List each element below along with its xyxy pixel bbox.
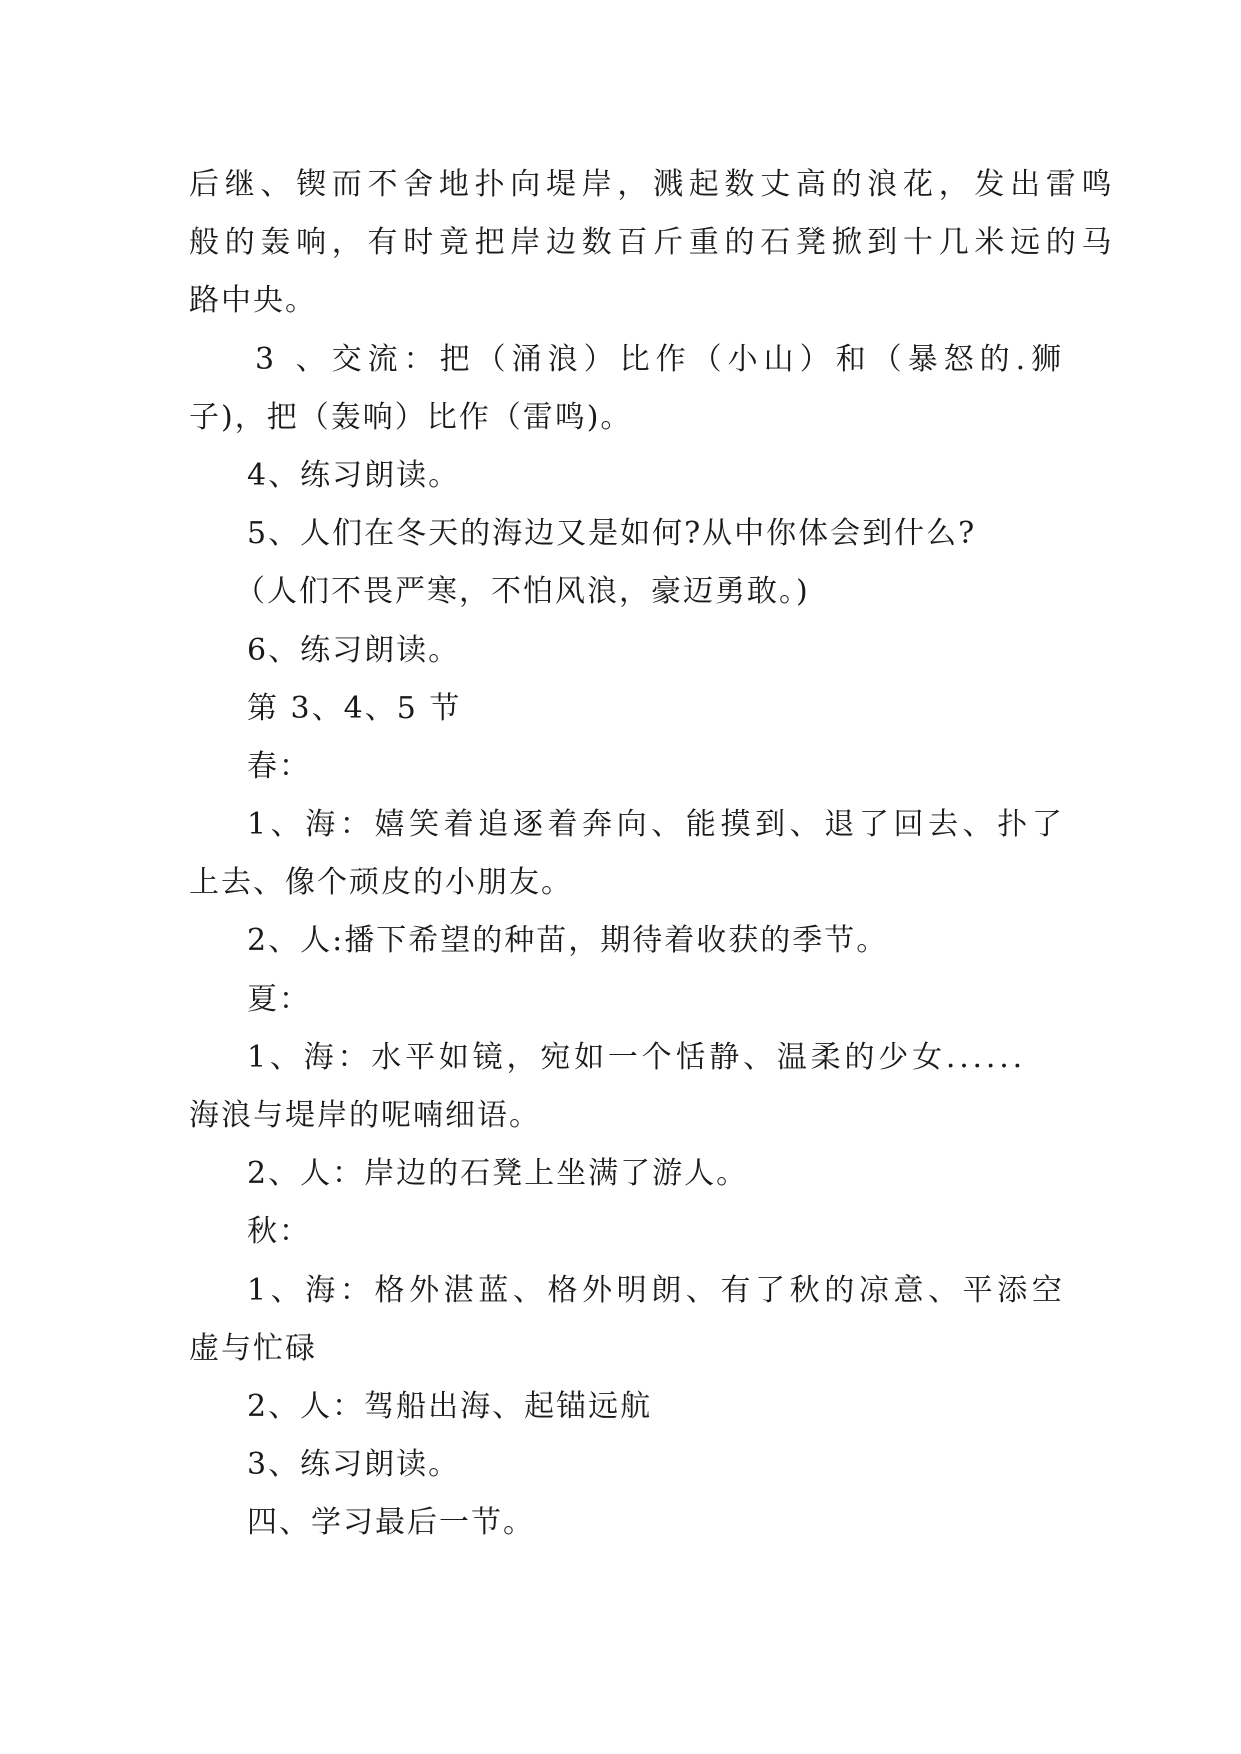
paragraph-line: （人们不畏严寒，不怕风浪，豪迈勇敢。) xyxy=(235,574,810,610)
paragraph-line: 6、练习朗读。 xyxy=(247,632,461,668)
paragraph-line: 1、海：水平如镜，宛如一个恬静、温柔的少女...... xyxy=(247,1039,1026,1075)
season-label: 夏： xyxy=(247,981,311,1017)
paragraph-line: 4、练习朗读。 xyxy=(247,457,461,493)
document-body xyxy=(189,156,1118,1553)
paragraph-line: 般的轰响，有时竟把岸边数百斤重的石凳掀到十几米远的马 xyxy=(189,225,1118,261)
paragraph-line: 后继、锲而不舍地扑向堤岸，溅起数丈高的浪花，发出雷鸣 xyxy=(189,167,1118,202)
paragraph-line: 路中央。 xyxy=(189,283,317,319)
paragraph-line: 子)，把（轰响）比作（雷鸣)。 xyxy=(189,399,633,435)
paragraph-line: 5、人们在冬天的海边又是如何?从中你体会到什么? xyxy=(247,516,977,552)
paragraph-line: 上去、像个顽皮的小朋友。 xyxy=(189,865,573,901)
season-label: 春： xyxy=(247,748,311,784)
paragraph-line: 海浪与堤岸的呢喃细语。 xyxy=(189,1098,541,1133)
paragraph-line: 2、人：驾船出海、起锚远航 xyxy=(247,1388,653,1424)
paragraph-line: 虚与忙碌 xyxy=(189,1330,317,1366)
paragraph-line: 1、海：嬉笑着追逐着奔向、能摸到、退了回去、扑了 xyxy=(247,807,1067,843)
paragraph-line: 3、练习朗读。 xyxy=(247,1447,461,1483)
section-heading: 第 3、4、5 节 xyxy=(247,690,462,726)
paragraph-line: 3 、交流：把（涌浪）比作（小山）和（暴怒的.狮 xyxy=(255,341,1068,377)
paragraph-line: 2、人：岸边的石凳上坐满了游人。 xyxy=(247,1156,749,1192)
paragraph-line: 四、学习最后一节。 xyxy=(247,1505,535,1541)
paragraph-line: 1、海：格外湛蓝、格外明朗、有了秋的凉意、平添空 xyxy=(247,1272,1067,1308)
season-label: 秋： xyxy=(247,1214,311,1250)
paragraph-line: 2、人:播下希望的种苗，期待着收获的季节。 xyxy=(247,923,889,959)
